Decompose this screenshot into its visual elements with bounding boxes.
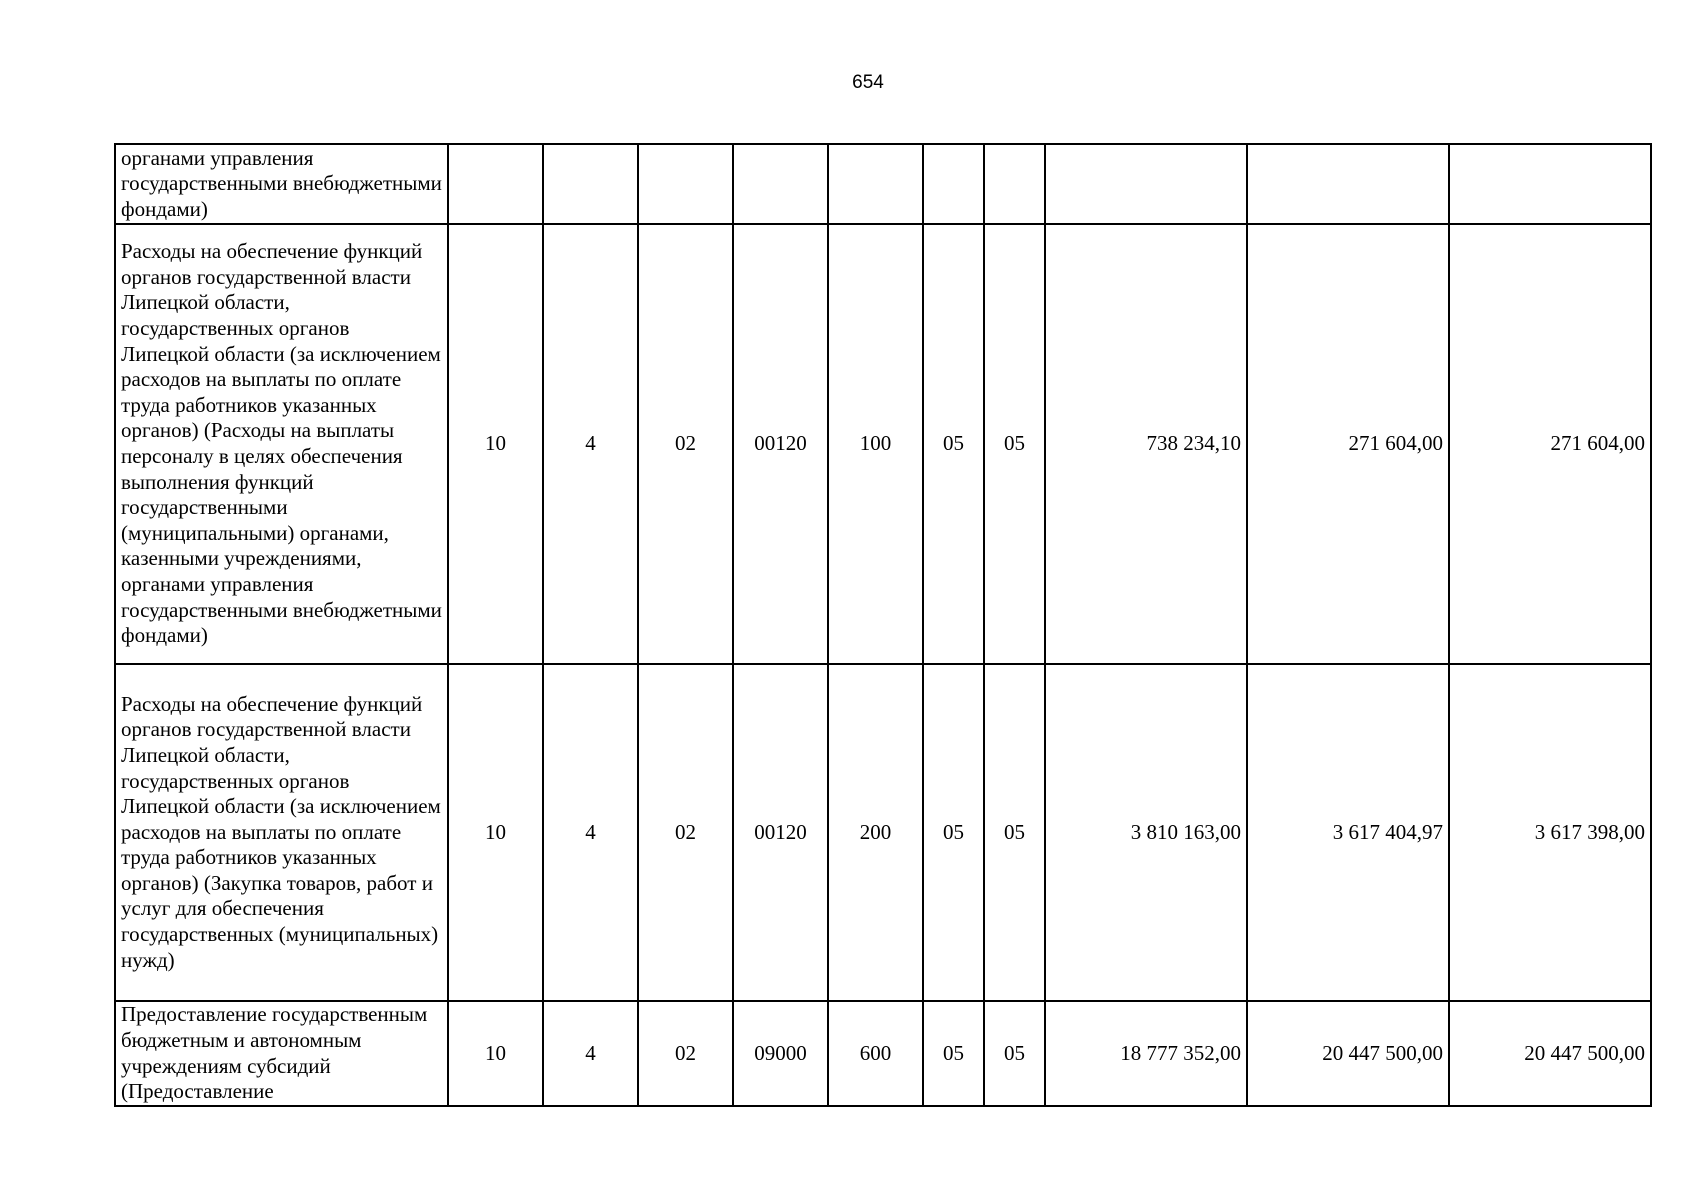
code-cell: 00120 <box>733 664 828 1001</box>
code-cell <box>828 144 923 224</box>
amount-cell <box>1045 144 1247 224</box>
row-description: Предоставление государственным бюджетным и автономным учреждениям субсидий (Предоставление <box>115 1001 448 1106</box>
amount-cell: 271 604,00 <box>1247 224 1449 664</box>
code-cell <box>638 144 733 224</box>
budget-table <box>114 143 1652 1107</box>
row-description: органами управления государственными внебюджетными фондами) <box>115 144 448 224</box>
page-number: 654 <box>852 72 884 93</box>
code-cell <box>448 144 543 224</box>
amount-cell: 738 234,10 <box>1045 224 1247 664</box>
code-cell: 02 <box>638 224 733 664</box>
table-row <box>115 664 1651 1001</box>
row-description: Расходы на обеспечение функций органов государственной власти Липецкой области, государственных органов Липецкой области (за исключением расходов на выплаты по оплате труда работников указанных органов) (Расходы на выплаты персоналу в целях обеспечения выполнения функций государственными (муниципальными) органами, казенными учреждениями, органами управления государственными внебюджетными фондами) <box>115 224 448 664</box>
code-cell: 4 <box>543 224 638 664</box>
code-cell: 02 <box>638 664 733 1001</box>
code-cell: 02 <box>638 1001 733 1106</box>
amount-cell: 18 777 352,00 <box>1045 1001 1247 1106</box>
code-cell: 10 <box>448 1001 543 1106</box>
row-description: Расходы на обеспечение функций органов государственной власти Липецкой области, государственных органов Липецкой области (за исключением расходов на выплаты по оплате труда работников указанных органов) (Закупка товаров, работ и услуг для обеспечения государственных (муниципальных) нужд) <box>115 664 448 1001</box>
code-cell <box>923 144 984 224</box>
amount-cell: 20 447 500,00 <box>1449 1001 1651 1106</box>
code-cell: 4 <box>543 664 638 1001</box>
code-cell: 05 <box>984 664 1045 1001</box>
amount-cell: 271 604,00 <box>1449 224 1651 664</box>
code-cell: 00120 <box>733 224 828 664</box>
amount-cell <box>1449 144 1651 224</box>
code-cell: 10 <box>448 224 543 664</box>
table-row <box>115 144 1651 224</box>
code-cell: 09000 <box>733 1001 828 1106</box>
code-cell <box>543 144 638 224</box>
code-cell: 4 <box>543 1001 638 1106</box>
code-cell: 100 <box>828 224 923 664</box>
code-cell: 05 <box>984 224 1045 664</box>
amount-cell <box>1247 144 1449 224</box>
code-cell <box>733 144 828 224</box>
table-row <box>115 1001 1651 1106</box>
code-cell: 05 <box>984 1001 1045 1106</box>
code-cell: 200 <box>828 664 923 1001</box>
code-cell: 10 <box>448 664 543 1001</box>
code-cell: 05 <box>923 224 984 664</box>
amount-cell: 3 617 404,97 <box>1247 664 1449 1001</box>
amount-cell: 20 447 500,00 <box>1247 1001 1449 1106</box>
amount-cell: 3 617 398,00 <box>1449 664 1651 1001</box>
code-cell <box>984 144 1045 224</box>
code-cell: 05 <box>923 664 984 1001</box>
table-row <box>115 224 1651 664</box>
code-cell: 600 <box>828 1001 923 1106</box>
code-cell: 05 <box>923 1001 984 1106</box>
amount-cell: 3 810 163,00 <box>1045 664 1247 1001</box>
